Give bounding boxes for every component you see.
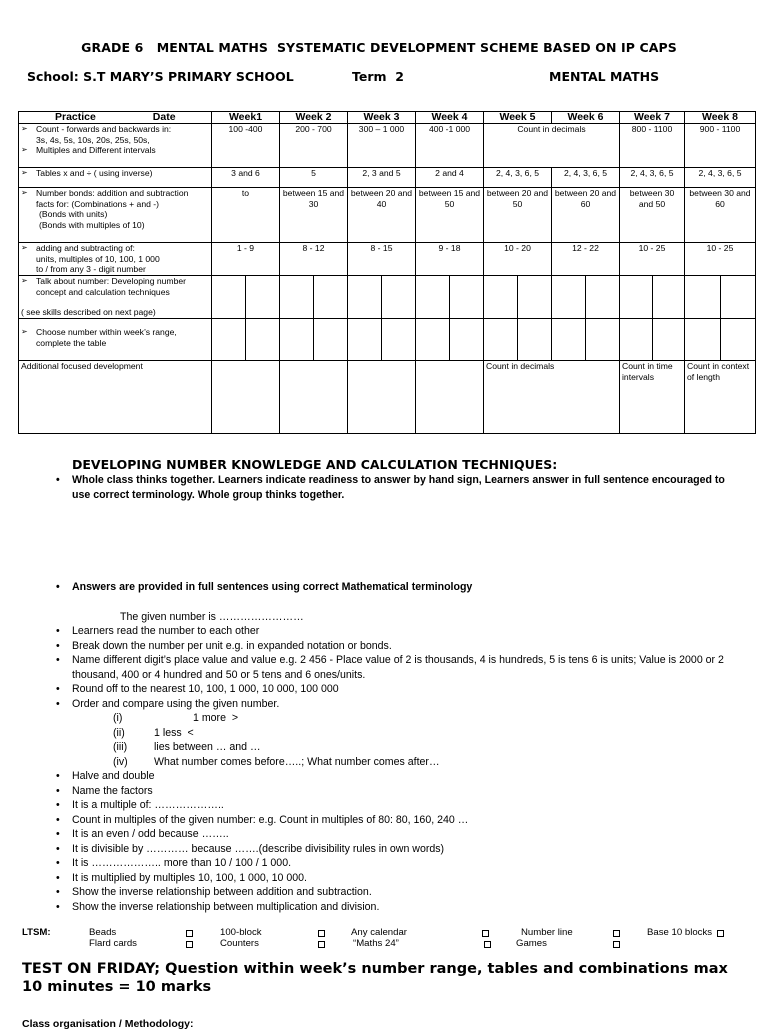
checkbox[interactable]: [318, 930, 325, 937]
document-title: GRADE 6 MENTAL MATHS SYSTEMATIC DEVELOPMENT SCHEME BASED ON IP CAPS: [81, 40, 677, 55]
empty-cell[interactable]: [280, 319, 314, 361]
empty-cell[interactable]: [450, 276, 484, 319]
sub-num: (iv): [113, 755, 128, 768]
date-header: Date: [152, 111, 176, 123]
practice-item: (Bonds with units): [39, 209, 108, 220]
checkbox[interactable]: [318, 941, 325, 948]
empty-cell[interactable]: [348, 276, 382, 319]
ltsm-item: Counters: [220, 938, 259, 949]
empty-cell[interactable]: [246, 319, 280, 361]
empty-cell[interactable]: [348, 361, 416, 434]
empty-cell[interactable]: [653, 319, 685, 361]
list-item: • It is a multiple of: ………………..: [56, 798, 746, 813]
week-header: Week 6: [552, 112, 620, 124]
week-cell: Count in time intervals: [620, 361, 685, 434]
ltsm-label: LTSM:: [22, 927, 51, 938]
list-item: • Learners read the number to each other: [56, 624, 746, 639]
list-item: • Show the inverse relationship between multiplication and division.: [56, 900, 746, 915]
ltsm-item: “Maths 24”: [353, 938, 399, 949]
week-cell: 3 and 6: [212, 168, 280, 188]
empty-cell[interactable]: [314, 276, 348, 319]
sub-text: What number comes before…..; What number comes after…: [154, 755, 440, 768]
practice-item: ➢ Multiples and Different intervals: [21, 145, 209, 156]
week-header: Week 4: [416, 112, 484, 124]
test-notice: TEST ON FRIDAY; Question within week’s number range, tables and combinations max 10 minutes = 10 marks: [22, 961, 728, 995]
practice-item: ➢ adding and subtracting of:: [21, 243, 209, 254]
week-cell: between 15 and 50: [416, 188, 484, 243]
empty-cell[interactable]: [586, 276, 620, 319]
week-cell: 5: [280, 168, 348, 188]
practice-cell: [19, 168, 212, 188]
week-cell: Count in context of length: [685, 361, 756, 434]
week-cell: 100 -400: [212, 124, 280, 168]
week-cell: 10 - 20: [484, 243, 552, 276]
week-cell: between 20 and 60: [552, 188, 620, 243]
table-row: [19, 188, 756, 243]
week-header: Week1: [212, 112, 280, 124]
practice-cell: [19, 319, 212, 361]
ltsm-item: Beads: [89, 927, 117, 938]
empty-cell[interactable]: [348, 319, 382, 361]
ltsm-item: Games: [516, 938, 547, 949]
week-cell: 2, 4, 3, 6, 5: [552, 168, 620, 188]
practice-cell: [19, 124, 212, 168]
week-cell: 900 - 1100: [685, 124, 756, 168]
checkbox[interactable]: [613, 930, 620, 937]
week-cell: 1 - 9: [212, 243, 280, 276]
practice-item: units, multiples of 10, 100, 1 000: [36, 253, 160, 264]
practice-item: to / from any 3 - digit number: [36, 264, 146, 275]
list-item: • Name different digit’s place value and value e.g. 2 456 - Place value of 2 is thousands, 4 is hundreds, 5 is tens 6 is units; Value is 2000 or 2 thousand, 400 or 4 hundred and 50 or 5 tens and 6 ones/units.: [56, 653, 746, 682]
list-item: • Order and compare using the given number.: [56, 697, 746, 712]
list-item: • Whole class thinks together. Learners indicate readiness to answer by hand sign, Learners answer in full sentence encouraged to use correct terminology. Whole group thinks together.: [56, 473, 746, 502]
checkbox[interactable]: [482, 930, 489, 937]
week-cell: between 20 and 50: [484, 188, 552, 243]
week-cell: 9 - 18: [416, 243, 484, 276]
week-cell: between 20 and 40: [348, 188, 416, 243]
checkbox[interactable]: [613, 941, 620, 948]
table-row: [19, 243, 756, 276]
empty-cell[interactable]: [450, 319, 484, 361]
week-cell: 8 - 15: [348, 243, 416, 276]
section-heading: DEVELOPING NUMBER KNOWLEDGE AND CALCULATION TECHNIQUES:: [72, 457, 558, 472]
empty-cell[interactable]: [552, 319, 586, 361]
table-header-row: [19, 112, 756, 124]
practice-item: complete the table: [36, 337, 107, 348]
practice-cell: [19, 276, 212, 319]
week-cell: 8 - 12: [280, 243, 348, 276]
week-cell: 2, 4, 3, 6, 5: [484, 168, 552, 188]
class-organisation-heading: Class organisation / Methodology:: [22, 1018, 194, 1030]
empty-cell[interactable]: [246, 276, 280, 319]
list-item: • It is ……………….. more than 10 / 100 / 1 000.: [56, 856, 746, 871]
week-header: Week 3: [348, 112, 416, 124]
empty-cell[interactable]: [620, 319, 653, 361]
week-cell: 2, 4, 3, 6, 5: [685, 168, 756, 188]
list-item: • It is multiplied by multiples 10, 100, 1 000, 10 000.: [56, 871, 746, 886]
week-cell: 400 -1 000: [416, 124, 484, 168]
week-cell: 2, 4, 3, 6, 5: [620, 168, 685, 188]
table-row: [19, 124, 756, 168]
week-cell: 10 - 25: [620, 243, 685, 276]
empty-cell[interactable]: [280, 361, 348, 434]
sub-text: 1 less <: [154, 726, 194, 739]
empty-cell[interactable]: [685, 276, 721, 319]
scheme-table: [18, 111, 756, 434]
sub-num: (i): [113, 712, 123, 724]
empty-cell[interactable]: [685, 319, 721, 361]
term-label: Term 2: [352, 69, 404, 84]
sub-num: (ii): [113, 726, 125, 739]
week-cell: to: [212, 188, 280, 243]
checkbox[interactable]: [484, 941, 491, 948]
given-number-line: The given number is ……………………: [120, 611, 304, 623]
empty-cell[interactable]: [212, 319, 246, 361]
checkbox[interactable]: [186, 941, 193, 948]
practice-item: ➢ Count - forwards and backwards in:: [21, 124, 209, 135]
week-cell: between 30 and 50: [620, 188, 685, 243]
week-header: Week 5: [484, 112, 552, 124]
empty-cell[interactable]: [586, 319, 620, 361]
list-item: • Answers are provided in full sentences using correct Mathematical terminology: [56, 580, 746, 595]
list-item: • Break down the number per unit e.g. in expanded notation or bonds.: [56, 639, 746, 654]
sub-text: 1 more >: [193, 712, 239, 724]
list-item: • Name the factors: [56, 784, 746, 799]
practice-cell: Additional focused development: [19, 361, 212, 434]
week-cell: 10 - 25: [685, 243, 756, 276]
practice-note: ( see skills described on next page): [21, 307, 156, 318]
skills-list-2: [56, 769, 746, 914]
empty-cell[interactable]: [212, 361, 280, 434]
skills-list-1: [56, 624, 746, 711]
practice-item: ➢ Talk about number: Developing number: [21, 276, 209, 287]
empty-cell[interactable]: [721, 276, 756, 319]
checkbox[interactable]: [717, 930, 724, 937]
week-cell: Count in decimals: [484, 124, 620, 168]
week-header: Week 2: [280, 112, 348, 124]
practice-item: (Bonds with multiples of 10): [39, 219, 145, 230]
sub-text: lies between … and …: [154, 741, 261, 753]
empty-cell[interactable]: [653, 276, 685, 319]
week-cell: between 30 and 60: [685, 188, 756, 243]
practice-item: concept and calculation techniques: [36, 286, 170, 297]
practice-item: ➢ Number bonds: addition and subtraction: [21, 188, 209, 199]
table-row: [19, 276, 756, 319]
week-cell: 2 and 4: [416, 168, 484, 188]
table-row: [19, 361, 756, 434]
empty-cell[interactable]: [518, 276, 552, 319]
empty-cell[interactable]: [280, 276, 314, 319]
week-cell: 300 – 1 000: [348, 124, 416, 168]
school-name: School: S.T MARY’S PRIMARY SCHOOL: [27, 69, 294, 84]
intro-list: [56, 473, 746, 502]
empty-cell[interactable]: [721, 319, 756, 361]
empty-cell[interactable]: [416, 276, 450, 319]
practice-item: ➢ Tables x and ÷ ( using inverse): [21, 168, 209, 179]
ltsm-item: Flard cards: [89, 938, 137, 949]
empty-cell[interactable]: [484, 319, 518, 361]
practice-cell: [19, 243, 212, 276]
answers-list: [56, 580, 746, 595]
week-header: Week 8: [685, 112, 756, 124]
week-cell: 200 - 700: [280, 124, 348, 168]
practice-header: Practice: [55, 111, 96, 123]
compare-sublist: [0, 711, 768, 769]
ltsm-item: Base 10 blocks: [647, 927, 713, 938]
practice-item: 3s, 4s, 5s, 10s, 20s, 25s, 50s,: [36, 134, 150, 145]
list-item: • Count in multiples of the given number: e.g. Count in multiples of 80: 80, 160, 240 …: [56, 813, 746, 828]
list-item: • Halve and double: [56, 769, 746, 784]
list-item: • It is divisible by ………… because …….(describe divisibility rules in own words): [56, 842, 746, 857]
table-row: [19, 319, 756, 361]
week-cell: 800 - 1100: [620, 124, 685, 168]
table-row: [19, 168, 756, 188]
week-cell: Count in decimals: [484, 361, 620, 434]
empty-cell[interactable]: [212, 276, 246, 319]
week-cell: 12 - 22: [552, 243, 620, 276]
week-cell: 2, 3 and 5: [348, 168, 416, 188]
empty-cell[interactable]: [382, 319, 416, 361]
empty-cell[interactable]: [552, 276, 586, 319]
list-item: • Show the inverse relationship between addition and subtraction.: [56, 885, 746, 900]
ltsm-item: Number line: [521, 927, 573, 938]
empty-cell[interactable]: [484, 276, 518, 319]
empty-cell[interactable]: [416, 319, 450, 361]
week-header: Week 7: [620, 112, 685, 124]
list-item: • Round off to the nearest 10, 100, 1 000, 10 000, 100 000: [56, 682, 746, 697]
empty-cell[interactable]: [518, 319, 552, 361]
sub-num: (iii): [113, 741, 128, 753]
empty-cell[interactable]: [382, 276, 416, 319]
ltsm-item: 100-block: [220, 927, 262, 938]
practice-item: facts for: (Combinations + and -): [36, 198, 159, 209]
practice-cell: [19, 188, 212, 243]
practice-item: ➢ Choose number within week’s range,: [21, 327, 209, 338]
empty-cell[interactable]: [620, 276, 653, 319]
practice-date-header: [19, 112, 212, 124]
subject-label: MENTAL MATHS: [549, 69, 660, 84]
list-item: • It is an even / odd because ……..: [56, 827, 746, 842]
checkbox[interactable]: [186, 930, 193, 937]
week-cell: between 15 and 30: [280, 188, 348, 243]
ltsm-item: Any calendar: [351, 927, 407, 938]
empty-cell[interactable]: [314, 319, 348, 361]
empty-cell[interactable]: [416, 361, 484, 434]
